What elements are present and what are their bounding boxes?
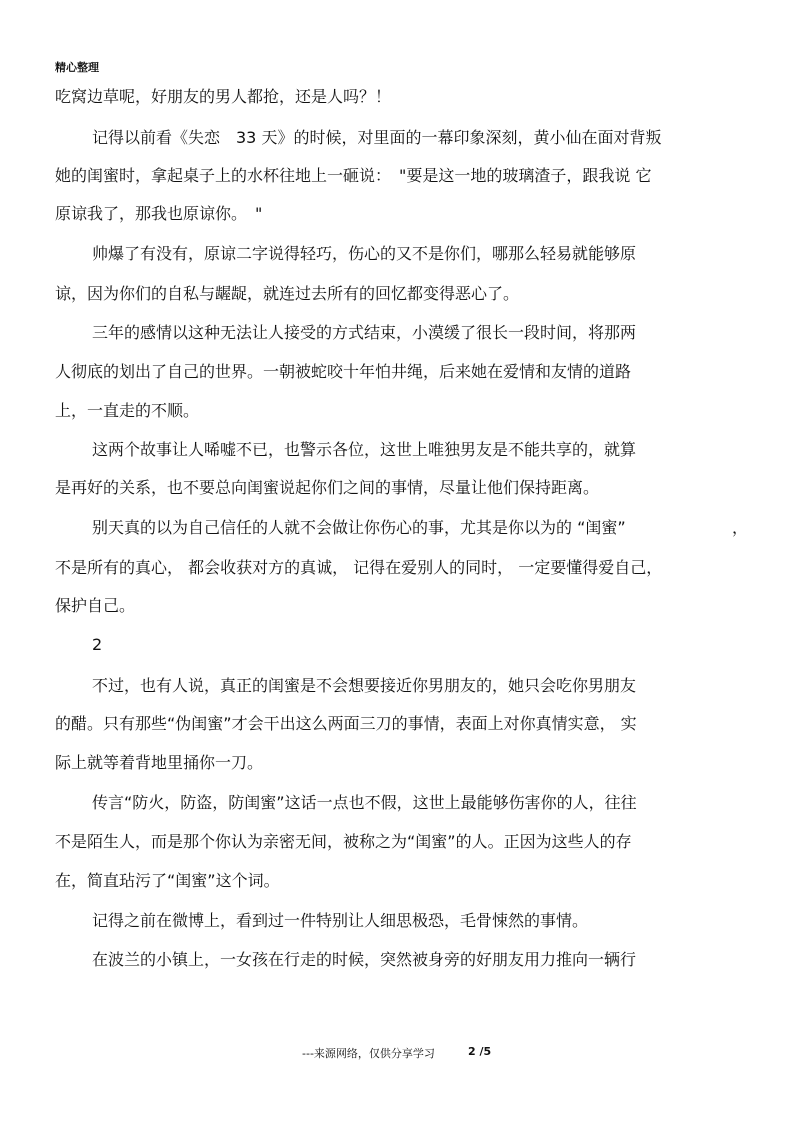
text-line: 记得以前看《失恋 33 天》的时候，对里面的一幕印象深刻，黄小仙在面对背叛 xyxy=(92,128,662,147)
text-line: ， xyxy=(732,518,749,537)
text-line: 不是所有的真心， 都会收获对方的真诚， 记得在爱别人的同时， 一定要懂得爱自己， xyxy=(55,558,663,577)
text-line: 人彻底的划出了自己的世界。一朝被蛇咬十年怕井绳，后来她在爱情和友情的道路 xyxy=(55,362,632,381)
text-line: 传言“防火，防盗，防闺蜜”这话一点也不假，这世上最能够伤害你的人，往往 xyxy=(92,793,637,812)
text-line: 上，一直走的不顺。 xyxy=(55,401,200,420)
text-line: 谅，因为你们的自私与龌龊，就连过去所有的回忆都变得恶心了。 xyxy=(55,284,520,303)
text-line: 别天真的以为自己信任的人就不会做让你伤心的事，尤其是你以为的 “闺蜜” xyxy=(92,518,626,537)
text-line: 她的闺蜜时，拿起桌子上的水杯往地上一砸说： "要是这一地的玻璃渣子，跟我说 它 xyxy=(55,166,652,185)
footer-note: ---来源网络，仅供分享学习 xyxy=(302,1047,435,1060)
text-line: 三年的感情以这种无法让人接受的方式结束，小漠缓了很长一段时间，将那两 xyxy=(92,323,637,342)
text-line: 不是陌生人，而是那个你认为亲密无间，被称之为“闺蜜”的人。正因为这些人的存 xyxy=(55,832,632,851)
text-line: 原谅我了，那我也原谅你。 " xyxy=(55,204,263,223)
text-line: 保护自己。 xyxy=(55,596,136,615)
text-line: 不过，也有人说，真正的闺蜜是不会想要接近你男朋友的，她只会吃你男朋友 xyxy=(92,676,637,695)
text-line: 帅爆了有没有，原谅二字说得轻巧，伤心的又不是你们，哪那么轻易就能够原 xyxy=(92,244,637,263)
text-line: 是再好的关系，也不要总向闺蜜说起你们之间的事情，尽量让他们保持距离。 xyxy=(55,478,600,497)
text-line: 际上就等着背地里捅你一刀。 xyxy=(55,753,264,772)
page-number: 2 /5 xyxy=(468,1045,492,1058)
text-line: 吃窝边草呢，好朋友的男人都抢，还是人吗？！ xyxy=(55,87,392,106)
text-line: 这两个故事让人唏嘘不已，也警示各位，这世上唯独男友是不能共享的，就算 xyxy=(92,440,637,459)
text-line: 在，简直玷污了“闺蜜”这个词。 xyxy=(55,871,280,890)
page-header: 精心整理 xyxy=(55,61,99,74)
section-number: 2 xyxy=(92,635,103,654)
text-line: 的醋。只有那些“伪闺蜜”才会干出这么两面三刀的事情，表面上对你真情实意， 实 xyxy=(55,714,637,733)
text-line: 记得之前在微博上，看到过一件特别让人细思极恐，毛骨悚然的事情。 xyxy=(92,911,589,930)
text-line: 在波兰的小镇上，一女孩在行走的时候，突然被身旁的好朋友用力推向一辆行 xyxy=(92,950,637,969)
